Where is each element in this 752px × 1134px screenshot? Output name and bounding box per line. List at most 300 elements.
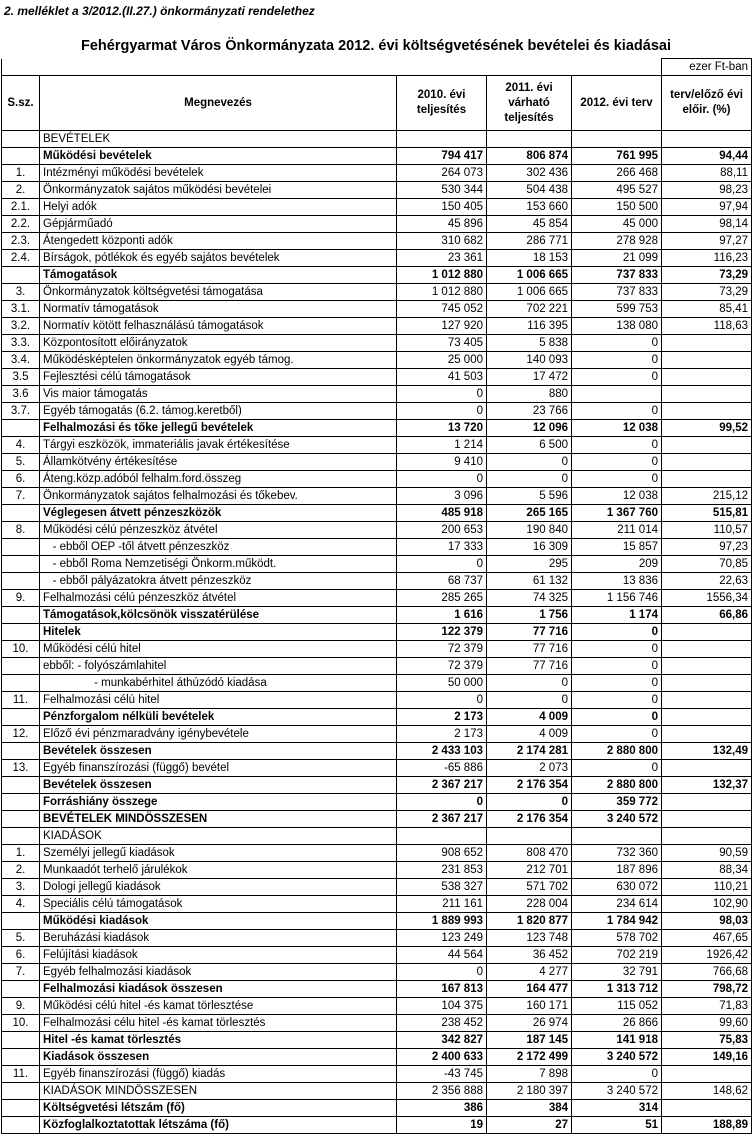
row-number-cell [2, 675, 40, 692]
value-2012-cell: 0 [572, 675, 662, 692]
value-2012-cell: 21 099 [572, 250, 662, 267]
value-2010-cell: 9 410 [397, 454, 487, 471]
row-number-cell: 3. [2, 284, 40, 301]
value-2012-cell: 578 702 [572, 930, 662, 947]
row-name-cell: Bevételek összesen [40, 743, 397, 760]
row-number-cell: 9. [2, 590, 40, 607]
value-2011-cell: 806 874 [487, 148, 572, 165]
table-row [2, 182, 752, 199]
ratio-cell: 98,23 [662, 182, 752, 199]
row-number-cell [2, 981, 40, 998]
value-2010-cell: 13 720 [397, 420, 487, 437]
table-row [2, 1032, 752, 1049]
value-2010-cell: 19 [397, 1117, 487, 1134]
table-row [2, 590, 752, 607]
value-2010-cell: 2 433 103 [397, 743, 487, 760]
value-2010-cell: 2 367 217 [397, 777, 487, 794]
value-2011-cell: 286 771 [487, 233, 572, 250]
row-name-cell: - ebből pályázatokra átvett pénzeszköz [40, 573, 397, 590]
ratio-cell: 1926,42 [662, 947, 752, 964]
ratio-cell: 215,12 [662, 488, 752, 505]
ratio-cell: 188,89 [662, 1117, 752, 1134]
value-2010-cell: 17 333 [397, 539, 487, 556]
ratio-cell [662, 335, 752, 352]
row-number-cell [2, 573, 40, 590]
table-row [2, 437, 752, 454]
value-2011-cell: 12 096 [487, 420, 572, 437]
value-2011-cell: 2 073 [487, 760, 572, 777]
row-name-cell: Normatív támogatások [40, 301, 397, 318]
value-2011-cell: 160 171 [487, 998, 572, 1015]
row-number-cell: 2.3. [2, 233, 40, 250]
row-number-cell [2, 624, 40, 641]
row-name-cell: Fejlesztési célú támogatások [40, 369, 397, 386]
row-name-cell: Speciális célú támogatások [40, 896, 397, 913]
row-name-cell: - munkabérhitel áthúzódó kiadása [40, 675, 397, 692]
ratio-cell: 467,65 [662, 930, 752, 947]
value-2012-cell: 1 367 760 [572, 505, 662, 522]
row-name-cell: - ebből Roma Nemzetiségi Önkorm.működt. [40, 556, 397, 573]
ratio-cell: 98,03 [662, 913, 752, 930]
value-2011-cell: 265 165 [487, 505, 572, 522]
ratio-cell: 110,57 [662, 522, 752, 539]
value-2011-cell: 77 716 [487, 641, 572, 658]
ratio-cell: 97,27 [662, 233, 752, 250]
row-number-cell: 1. [2, 845, 40, 862]
value-2012-cell: 2 880 800 [572, 743, 662, 760]
row-number-cell: 3.2. [2, 318, 40, 335]
row-name-cell: Helyi adók [40, 199, 397, 216]
ratio-cell [662, 760, 752, 777]
row-number-cell [2, 505, 40, 522]
row-number-cell: 3. [2, 879, 40, 896]
value-2012-cell: 0 [572, 709, 662, 726]
value-2010-cell: 25 000 [397, 352, 487, 369]
row-number-cell [2, 148, 40, 165]
value-2012-cell: 761 995 [572, 148, 662, 165]
value-2011-cell: 0 [487, 471, 572, 488]
ratio-cell [662, 131, 752, 148]
row-number-cell [2, 420, 40, 437]
row-number-cell [2, 539, 40, 556]
value-2011-cell: 6 500 [487, 437, 572, 454]
table-row [2, 318, 752, 335]
row-name-cell: Felhalmozási célú hitel [40, 692, 397, 709]
value-2011-cell: 23 766 [487, 403, 572, 420]
row-number-cell: 3.5 [2, 369, 40, 386]
value-2010-cell: 2 400 633 [397, 1049, 487, 1066]
ratio-cell: 515,81 [662, 505, 752, 522]
value-2011-cell: 228 004 [487, 896, 572, 913]
row-name-cell: BEVÉTELEK [40, 131, 397, 148]
row-name-cell: Felújítási kiadások [40, 947, 397, 964]
ratio-cell [662, 794, 752, 811]
value-2011-cell: 1 006 665 [487, 284, 572, 301]
row-name-cell: Önkormányzatok sajátos működési bevételei [40, 182, 397, 199]
ratio-cell: 149,16 [662, 1049, 752, 1066]
ratio-cell: 102,90 [662, 896, 752, 913]
value-2010-cell [397, 828, 487, 845]
row-number-cell: 2. [2, 862, 40, 879]
value-2011-cell: 45 854 [487, 216, 572, 233]
value-2012-cell: 1 174 [572, 607, 662, 624]
value-2012-cell [572, 131, 662, 148]
col-header-nr: S.sz. [2, 76, 40, 131]
value-2012-cell: 0 [572, 624, 662, 641]
value-2010-cell: 2 173 [397, 726, 487, 743]
value-2012-cell: 0 [572, 369, 662, 386]
row-name-cell: KIADÁSOK MINDÖSSZESEN [40, 1083, 397, 1100]
col-header-2011: 2011. évi várható teljesítés [487, 76, 572, 131]
value-2010-cell: 1 616 [397, 607, 487, 624]
value-2011-cell: 0 [487, 794, 572, 811]
row-name-cell: Átengedett központi adók [40, 233, 397, 250]
row-number-cell [2, 131, 40, 148]
col-header-2012: 2012. évi terv [572, 76, 662, 131]
row-number-cell: 2.4. [2, 250, 40, 267]
row-name-cell: Hitelek [40, 624, 397, 641]
value-2012-cell: 12 038 [572, 420, 662, 437]
value-2010-cell: -43 745 [397, 1066, 487, 1083]
value-2010-cell: 264 073 [397, 165, 487, 182]
row-name-cell: Egyéb finanszírozási (függő) kiadás [40, 1066, 397, 1083]
row-number-cell [2, 267, 40, 284]
row-name-cell: Felhalmozási célu hitel -és kamat törlesztés [40, 1015, 397, 1032]
table-row [2, 794, 752, 811]
ratio-cell: 97,94 [662, 199, 752, 216]
row-name-cell: BEVÉTELEK MINDÖSSZESEN [40, 811, 397, 828]
value-2011-cell: 571 702 [487, 879, 572, 896]
value-2011-cell [487, 131, 572, 148]
value-2010-cell: 310 682 [397, 233, 487, 250]
row-name-cell: Áteng.közp.adóból felhalm.ford.összeg [40, 471, 397, 488]
value-2011-cell: 2 172 499 [487, 1049, 572, 1066]
value-2012-cell: 0 [572, 641, 662, 658]
value-2012-cell: 0 [572, 335, 662, 352]
table-row [2, 420, 752, 437]
value-2010-cell: 2 356 888 [397, 1083, 487, 1100]
value-2010-cell: 0 [397, 692, 487, 709]
table-row [2, 692, 752, 709]
value-2012-cell: 630 072 [572, 879, 662, 896]
value-2011-cell: 17 472 [487, 369, 572, 386]
row-name-cell: Államkötvény értékesítése [40, 454, 397, 471]
row-number-cell: 7. [2, 488, 40, 505]
value-2012-cell: 0 [572, 692, 662, 709]
value-2011-cell: 880 [487, 386, 572, 403]
value-2012-cell: 32 791 [572, 964, 662, 981]
value-2012-cell: 150 500 [572, 199, 662, 216]
value-2010-cell: 200 653 [397, 522, 487, 539]
value-2010-cell: 1 889 993 [397, 913, 487, 930]
attachment-reference: 2. melléklet a 3/2012.(II.27.) önkormányzati rendelethez [4, 4, 315, 18]
value-2010-cell: 68 737 [397, 573, 487, 590]
row-name-cell: Normatív kötött felhasználású támogatások [40, 318, 397, 335]
row-name-cell: Felhalmozási célú pénzeszköz átvétel [40, 590, 397, 607]
row-number-cell [2, 777, 40, 794]
ratio-cell: 98,14 [662, 216, 752, 233]
table-row [2, 352, 752, 369]
value-2010-cell: 41 503 [397, 369, 487, 386]
table-row [2, 573, 752, 590]
table-row [2, 250, 752, 267]
table-row [2, 199, 752, 216]
table-row [2, 148, 752, 165]
value-2012-cell: 141 918 [572, 1032, 662, 1049]
row-number-cell [2, 1083, 40, 1100]
value-2011-cell: 702 221 [487, 301, 572, 318]
ratio-cell: 66,86 [662, 607, 752, 624]
value-2012-cell: 599 753 [572, 301, 662, 318]
row-number-cell: 3.1. [2, 301, 40, 318]
ratio-cell [662, 675, 752, 692]
value-2012-cell: 0 [572, 658, 662, 675]
value-2011-cell: 140 093 [487, 352, 572, 369]
value-2011-cell: 4 009 [487, 726, 572, 743]
row-number-cell: 10. [2, 1015, 40, 1032]
value-2010-cell: 150 405 [397, 199, 487, 216]
ratio-cell [662, 454, 752, 471]
row-name-cell: Önkormányzatok költségvetési támogatása [40, 284, 397, 301]
value-2012-cell: 3 240 572 [572, 1049, 662, 1066]
value-2012-cell: 732 360 [572, 845, 662, 862]
row-number-cell: 9. [2, 998, 40, 1015]
value-2010-cell: 122 379 [397, 624, 487, 641]
row-name-cell: Forráshiány összege [40, 794, 397, 811]
table-row [2, 709, 752, 726]
row-name-cell: Egyéb támogatás (6.2. támog.keretből) [40, 403, 397, 420]
row-number-cell [2, 811, 40, 828]
value-2011-cell: 5 838 [487, 335, 572, 352]
table-row [2, 1049, 752, 1066]
row-number-cell [2, 794, 40, 811]
value-2012-cell: 187 896 [572, 862, 662, 879]
value-2010-cell: 0 [397, 556, 487, 573]
value-2011-cell: 1 756 [487, 607, 572, 624]
row-number-cell: 5. [2, 930, 40, 947]
value-2012-cell [572, 386, 662, 403]
ratio-cell [662, 641, 752, 658]
ratio-cell [662, 1100, 752, 1117]
table-row [2, 1117, 752, 1134]
table-row [2, 896, 752, 913]
row-name-cell: Működési kiadások [40, 913, 397, 930]
value-2010-cell: 72 379 [397, 658, 487, 675]
ratio-cell: 132,37 [662, 777, 752, 794]
row-name-cell: - ebből OEP -től átvett pénzeszköz [40, 539, 397, 556]
table-row [2, 165, 752, 182]
row-number-cell [2, 1032, 40, 1049]
ratio-cell: 148,62 [662, 1083, 752, 1100]
value-2010-cell: 44 564 [397, 947, 487, 964]
table-row [2, 658, 752, 675]
value-2012-cell: 138 080 [572, 318, 662, 335]
table-row [2, 947, 752, 964]
value-2010-cell: 123 249 [397, 930, 487, 947]
row-name-cell: Önkormányzatok sajátos felhalmozási és tőkebev. [40, 488, 397, 505]
row-name-cell: Gépjárműadó [40, 216, 397, 233]
value-2011-cell: 4 009 [487, 709, 572, 726]
row-number-cell: 8. [2, 522, 40, 539]
table-row [2, 913, 752, 930]
row-number-cell: 3.4. [2, 352, 40, 369]
table-row [2, 505, 752, 522]
col-header-ratio: terv/előző évi előir. (%) [662, 76, 752, 131]
value-2011-cell: 302 436 [487, 165, 572, 182]
row-number-cell: 3.7. [2, 403, 40, 420]
value-2011-cell: 18 153 [487, 250, 572, 267]
ratio-cell: 73,29 [662, 284, 752, 301]
value-2010-cell: 0 [397, 386, 487, 403]
value-2011-cell: 187 145 [487, 1032, 572, 1049]
ratio-cell [662, 726, 752, 743]
ratio-cell: 1556,34 [662, 590, 752, 607]
value-2010-cell: 211 161 [397, 896, 487, 913]
row-number-cell: 5. [2, 454, 40, 471]
value-2010-cell: 1 012 880 [397, 267, 487, 284]
row-name-cell: Közfoglalkoztatottak létszáma (fő) [40, 1117, 397, 1134]
row-number-cell: 2.1. [2, 199, 40, 216]
value-2011-cell: 77 716 [487, 624, 572, 641]
ratio-cell [662, 624, 752, 641]
value-2011-cell: 2 180 397 [487, 1083, 572, 1100]
value-2010-cell: 104 375 [397, 998, 487, 1015]
value-2012-cell: 0 [572, 352, 662, 369]
value-2011-cell: 190 840 [487, 522, 572, 539]
value-2010-cell: 342 827 [397, 1032, 487, 1049]
value-2012-cell: 0 [572, 760, 662, 777]
value-2010-cell: 386 [397, 1100, 487, 1117]
row-number-cell: 2.2. [2, 216, 40, 233]
ratio-cell [662, 437, 752, 454]
row-number-cell: 7. [2, 964, 40, 981]
row-number-cell [2, 913, 40, 930]
value-2012-cell: 115 052 [572, 998, 662, 1015]
table-row [2, 777, 752, 794]
table-row [2, 369, 752, 386]
ratio-cell [662, 692, 752, 709]
value-2012-cell: 1 784 942 [572, 913, 662, 930]
value-2012-cell: 737 833 [572, 267, 662, 284]
table-row [2, 471, 752, 488]
ratio-cell: 70,85 [662, 556, 752, 573]
value-2011-cell: 2 174 281 [487, 743, 572, 760]
value-2012-cell: 0 [572, 726, 662, 743]
value-2010-cell: 2 173 [397, 709, 487, 726]
row-name-cell: Bevételek összesen [40, 777, 397, 794]
value-2011-cell: 27 [487, 1117, 572, 1134]
row-name-cell: Költségvetési létszám (fő) [40, 1100, 397, 1117]
value-2010-cell: 50 000 [397, 675, 487, 692]
row-number-cell: 13. [2, 760, 40, 777]
value-2011-cell: 0 [487, 692, 572, 709]
row-number-cell [2, 828, 40, 845]
table-row [2, 964, 752, 981]
table-row [2, 539, 752, 556]
row-name-cell: Tárgyi eszközök, immateriális javak értékesítése [40, 437, 397, 454]
value-2010-cell: 285 265 [397, 590, 487, 607]
row-number-cell: 4. [2, 896, 40, 913]
ratio-cell: 71,83 [662, 998, 752, 1015]
value-2010-cell: 167 813 [397, 981, 487, 998]
value-2010-cell: 72 379 [397, 641, 487, 658]
value-2010-cell: 127 920 [397, 318, 487, 335]
row-name-cell: Egyéb felhalmozási kiadások [40, 964, 397, 981]
row-name-cell: Felhalmozási és tőke jellegű bevételek [40, 420, 397, 437]
row-number-cell: 12. [2, 726, 40, 743]
row-number-cell: 2. [2, 182, 40, 199]
row-number-cell [2, 709, 40, 726]
row-name-cell: Felhalmozási kiadások összesen [40, 981, 397, 998]
row-name-cell: Működési célú hitel [40, 641, 397, 658]
table-row [2, 1066, 752, 1083]
value-2010-cell: 794 417 [397, 148, 487, 165]
ratio-cell: 99,52 [662, 420, 752, 437]
row-name-cell: Támogatások,kölcsönök visszatérülése [40, 607, 397, 624]
value-2011-cell: 295 [487, 556, 572, 573]
value-2011-cell: 164 477 [487, 981, 572, 998]
value-2011-cell: 77 716 [487, 658, 572, 675]
table-row [2, 522, 752, 539]
ratio-cell: 116,23 [662, 250, 752, 267]
value-2010-cell: 73 405 [397, 335, 487, 352]
row-name-cell: Vis maior támogatás [40, 386, 397, 403]
ratio-cell: 118,63 [662, 318, 752, 335]
table-row [2, 284, 752, 301]
row-number-cell: 3.6 [2, 386, 40, 403]
value-2010-cell: 45 896 [397, 216, 487, 233]
ratio-cell: 99,60 [662, 1015, 752, 1032]
table-row [2, 335, 752, 352]
value-2010-cell: 0 [397, 471, 487, 488]
ratio-cell [662, 811, 752, 828]
value-2012-cell: 314 [572, 1100, 662, 1117]
row-number-cell: 4. [2, 437, 40, 454]
table-row [2, 624, 752, 641]
value-2011-cell: 1 006 665 [487, 267, 572, 284]
row-name-cell: Egyéb finanszírozási (függő) bevétel [40, 760, 397, 777]
value-2012-cell: 15 857 [572, 539, 662, 556]
value-2012-cell: 737 833 [572, 284, 662, 301]
value-2011-cell: 384 [487, 1100, 572, 1117]
table-row [2, 1015, 752, 1032]
table-row [2, 998, 752, 1015]
row-number-cell: 10. [2, 641, 40, 658]
row-number-cell [2, 1049, 40, 1066]
row-name-cell: Működésképtelen önkormányzatok egyéb támog. [40, 352, 397, 369]
row-name-cell: Előző évi pénzmaradvány igénybevétele [40, 726, 397, 743]
value-2012-cell: 1 313 712 [572, 981, 662, 998]
table-row [2, 556, 752, 573]
value-2011-cell: 4 277 [487, 964, 572, 981]
table-row [2, 1100, 752, 1117]
value-2012-cell: 266 468 [572, 165, 662, 182]
value-2012-cell: 3 240 572 [572, 1083, 662, 1100]
value-2011-cell: 504 438 [487, 182, 572, 199]
table-row [2, 301, 752, 318]
ratio-cell [662, 403, 752, 420]
ratio-cell: 22,63 [662, 573, 752, 590]
row-number-cell [2, 658, 40, 675]
value-2010-cell: 23 361 [397, 250, 487, 267]
value-2010-cell: 745 052 [397, 301, 487, 318]
value-2010-cell: 2 367 217 [397, 811, 487, 828]
row-name-cell: Dologi jellegű kiadások [40, 879, 397, 896]
value-2012-cell: 13 836 [572, 573, 662, 590]
value-2011-cell: 74 325 [487, 590, 572, 607]
row-number-cell: 11. [2, 692, 40, 709]
value-2010-cell: -65 886 [397, 760, 487, 777]
